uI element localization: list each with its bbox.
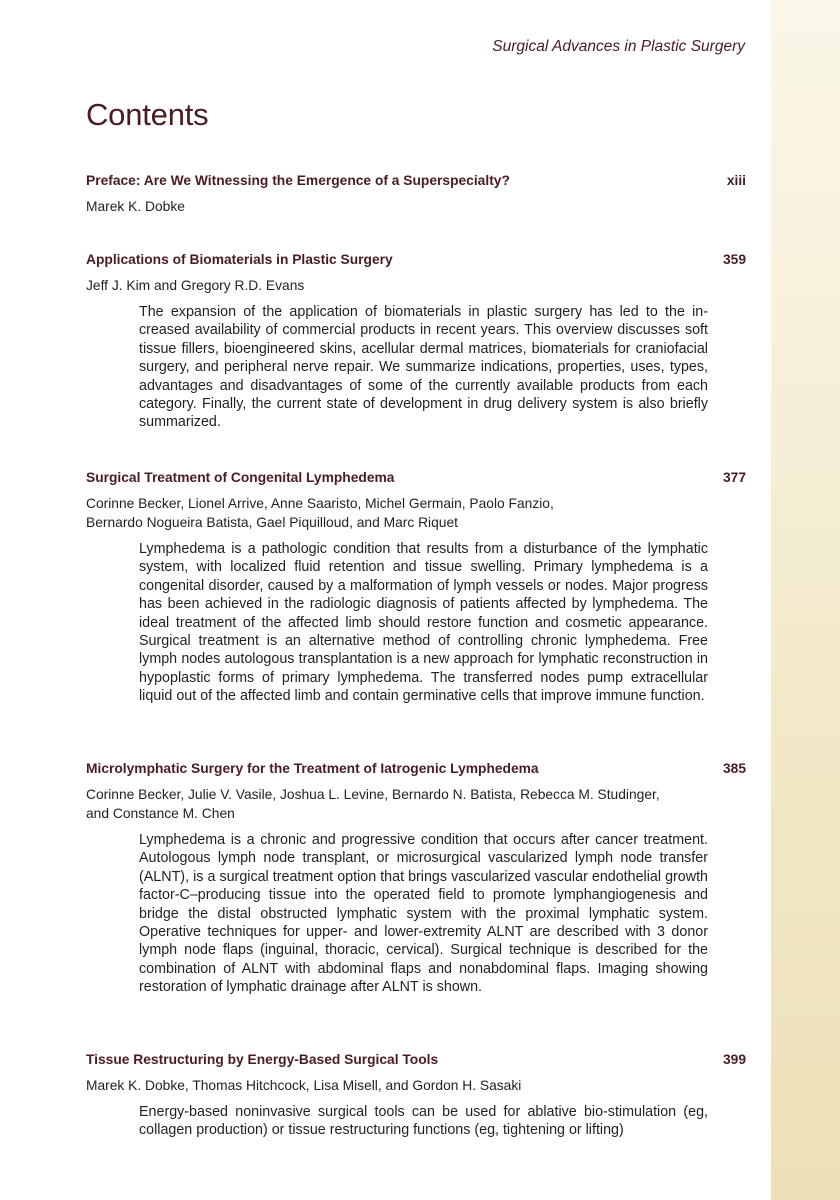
toc-entry-authors: Corinne Becker, Lionel Arrive, Anne Saaristo, Michel Germain, Paolo Fanzio, Bernardo Nogueira Batista, Gael Piquilloud, and Marc Riquet: [86, 496, 554, 530]
toc-entry-page-number[interactable]: 385: [722, 761, 746, 776]
toc-entry-page-number[interactable]: 399: [722, 1052, 746, 1067]
toc-entry-heading: [86, 171, 746, 191]
toc-entry-heading: [86, 468, 746, 488]
toc-entry-title[interactable]: Surgical Treatment of Congenital Lymphedema: [86, 470, 395, 485]
toc-entry-energy-based-tools: [86, 1050, 746, 1140]
toc-entry-title[interactable]: Microlymphatic Surgery for the Treatment of Iatrogenic Lymphedema: [86, 761, 539, 776]
toc-entry-abstract: Lymphedema is a chronic and progressive condition that occurs after cancer treatment. Autologous lymph node transplant, or microsurgical vascularized lymph node transfer (ALNT), is a surgical treatment option that brings vascularized vascular endothelial growth factor-C–producing tissue into the operated field to promote lymphangiogenesis and bridge the distal obstructed lymphatic system with the proximal lymphatic system. Operative techniques for upper- and lower-extremity ALNT are described with 3 donor lymph node flaps (inguinal, thoracic, cervical). Surgical technique is described for the combination of ALNT with abdominal flaps and nonabdominal flaps. Imaging showing restoration of lymphatic drainage after ALNT is shown.: [139, 832, 708, 996]
toc-entry-title[interactable]: Applications of Biomaterials in Plastic Surgery: [86, 252, 393, 267]
toc-entry-title[interactable]: Tissue Restructuring by Energy-Based Surgical Tools: [86, 1052, 439, 1067]
toc-entry-preface: [86, 171, 746, 216]
toc-entry-abstract: Lymphedema is a pathologic condition that results from a disturbance of the lymphatic system, with localized fluid retention and tissue swelling. Primary lymphedema is a congenital disorder, caused by a malformation of lymph vessels or nodes. Major progress has been achieved in the radiologic diagnosis of patients affected by lymphedema. The ideal treatment of the affected limb should restore function and cosmetic appearance. Surgical treatment is an alternative method of controlling chronic lymphedema. Free lymph nodes autologous transplantation is a new approach for lymphatic reconstruction in hypoplastic forms of primary lymphedema. The transferred nodes pump extracellular liquid out of the affected limb and contain germinative cells that improve immune function.: [139, 541, 708, 705]
toc-entry-authors: Jeff J. Kim and Gregory R.D. Evans: [86, 278, 305, 293]
toc-entry-page-number[interactable]: xiii: [726, 173, 746, 188]
toc-entry-iatrogenic-lymphedema: [86, 759, 746, 997]
toc-entry-congenital-lymphedema: [86, 468, 746, 706]
toc-entry-page-number[interactable]: 359: [722, 252, 746, 267]
toc-entry-heading: [86, 1050, 746, 1070]
toc-entry-authors: Marek K. Dobke: [86, 199, 185, 214]
toc-entry-authors: Marek K. Dobke, Thomas Hitchcock, Lisa Misell, and Gordon H. Sasaki: [86, 1078, 522, 1093]
toc-entry-heading: [86, 759, 746, 779]
running-head: Surgical Advances in Plastic Surgery: [492, 38, 745, 55]
toc-entry-page-number[interactable]: 377: [722, 470, 746, 485]
toc-entry-authors: Corinne Becker, Julie V. Vasile, Joshua L. Levine, Bernardo N. Batista, Rebecca M. Studinger, and Constance M. Chen: [86, 787, 660, 821]
toc-entry-abstract: The expansion of the application of biomaterials in plastic surgery has led to the increased availability of commercial products in recent years. This overview discusses soft tissue fillers, bioengineered skins, acellular dermal matrices, biomaterials for craniofacial surgery, and peripheral nerve repair. We summarize indications, properties, uses, types, advantages and disadvantages of some of the currently available products from each category. Finally, the current state of development in drug delivery system is also briefly summarized.: [139, 304, 708, 431]
toc-entry-abstract: Energy-based noninvasive surgical tools can be used for ablative bio-stimulation (eg, collagen production) or tissue restructuring functions (eg, tightening or lifting): [139, 1104, 708, 1139]
decorative-side-strip: [771, 0, 840, 1200]
toc-entry-heading: [86, 250, 746, 270]
toc-entry-title[interactable]: Preface: Are We Witnessing the Emergence of a Superspecialty?: [86, 173, 510, 188]
toc-entry-biomaterials: [86, 250, 746, 432]
page-title: Contents: [86, 97, 209, 132]
